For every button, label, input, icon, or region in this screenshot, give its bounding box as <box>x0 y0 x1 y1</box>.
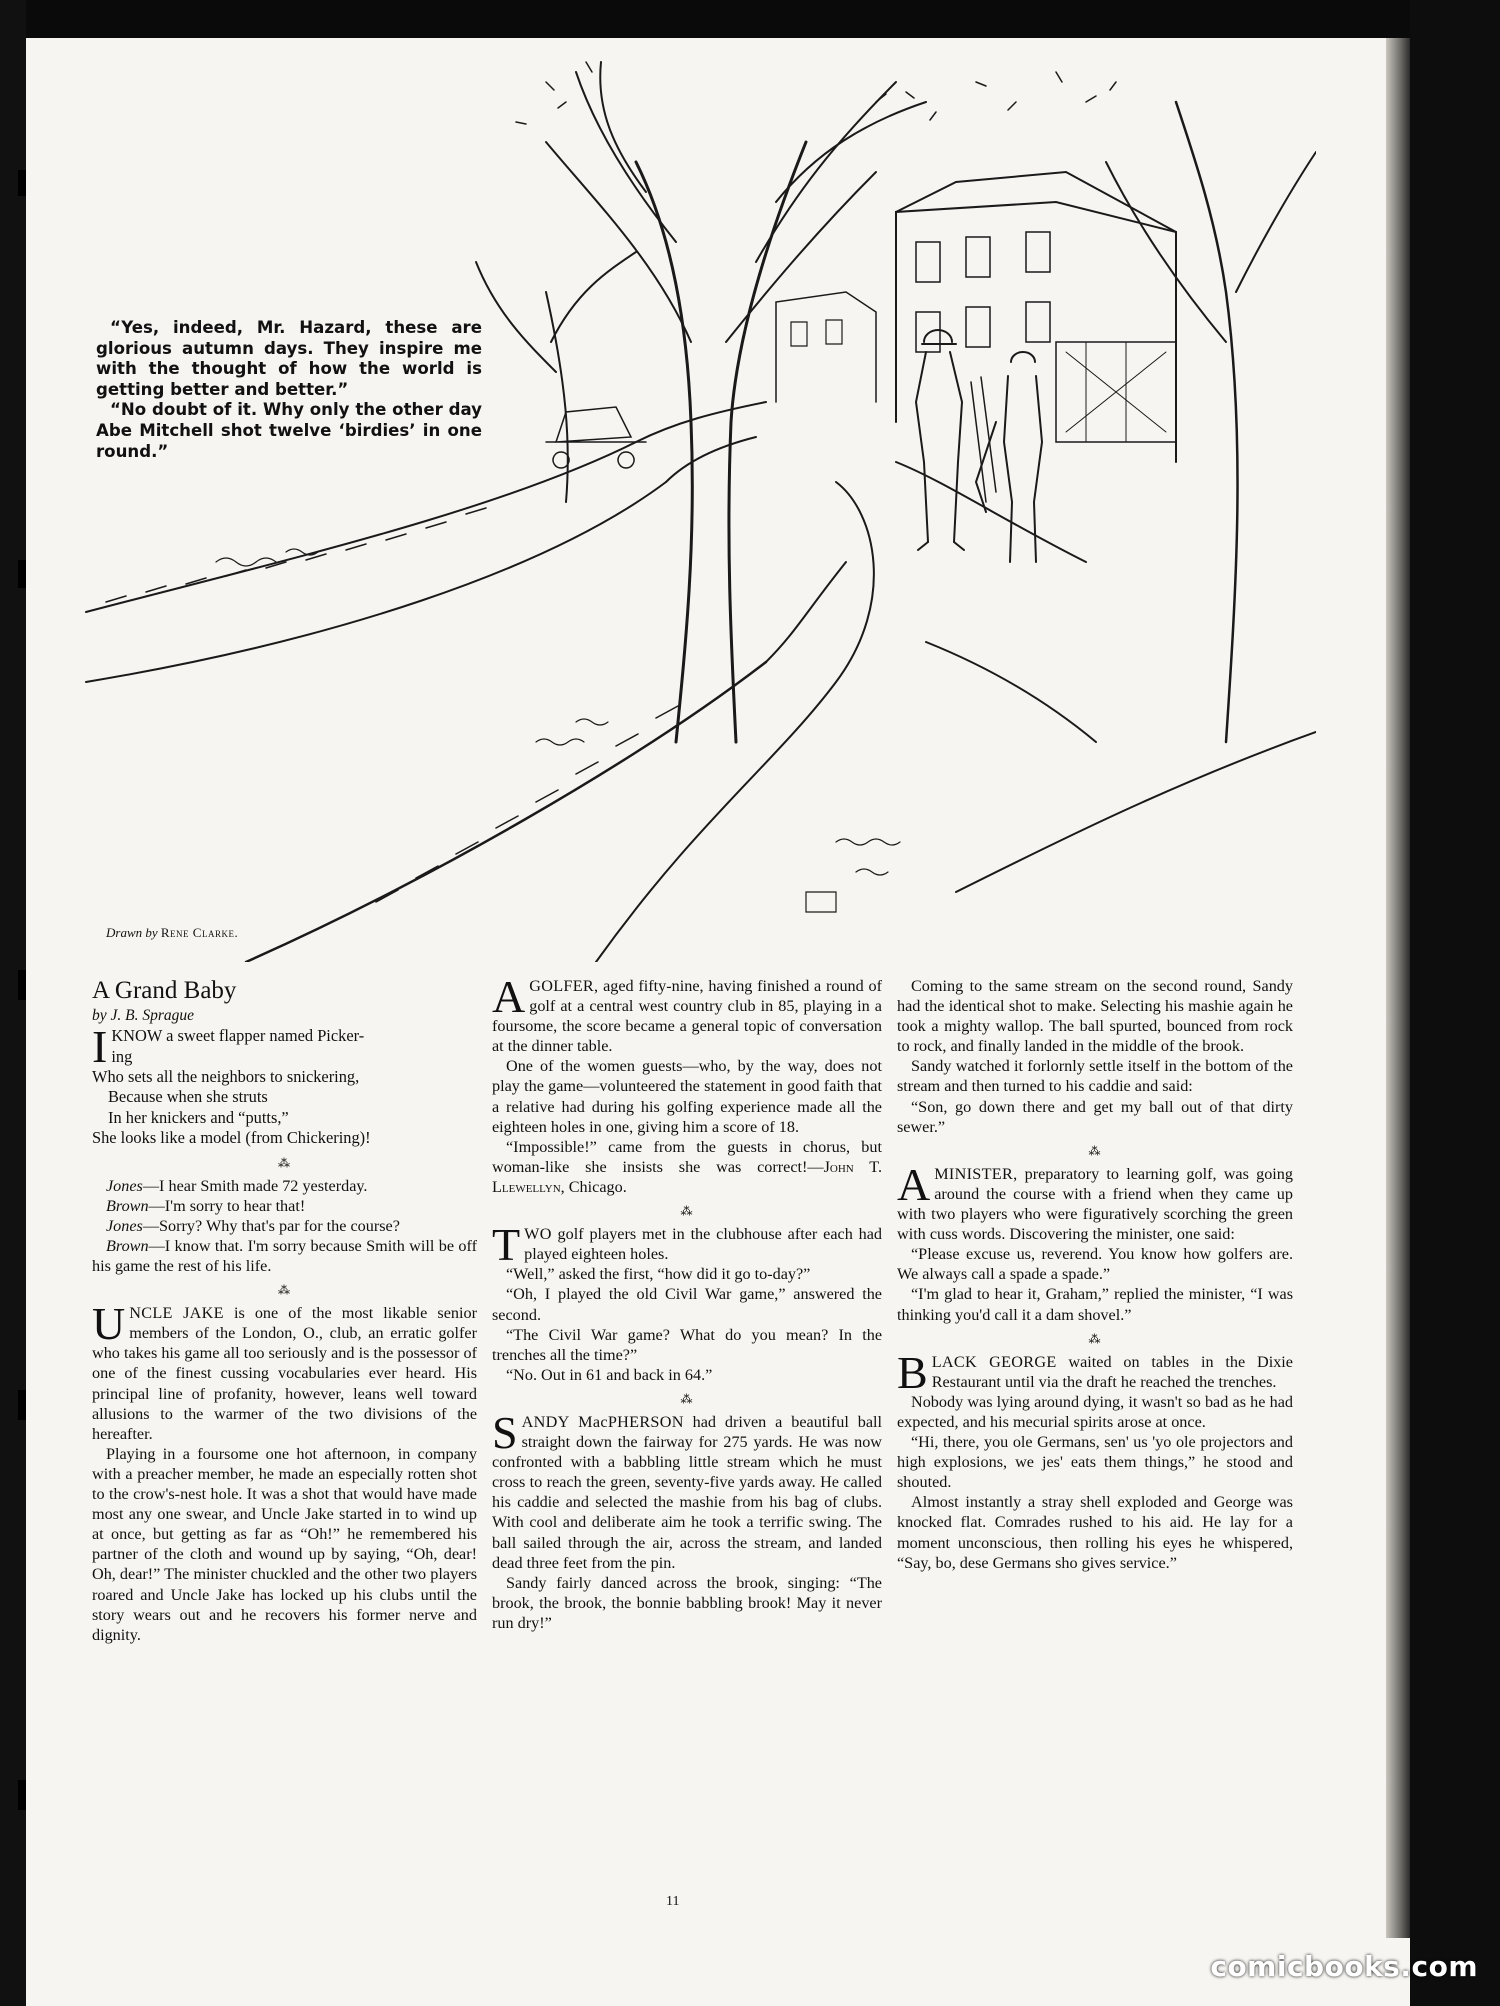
text-column-2 <box>492 971 883 1633</box>
drop-cap: B <box>897 1346 928 1398</box>
section-ornament: ⁂ <box>680 1204 694 1219</box>
spine-tick <box>18 1390 26 1420</box>
section-ornament: ⁂ <box>1088 1331 1102 1346</box>
speaker: Jones <box>106 1176 143 1195</box>
drop-cap: T <box>492 1219 521 1271</box>
paragraph-text: golf players met in the clubhouse after each had played eighteen holes. <box>524 1225 882 1264</box>
paragraph: Sandy fairly danced across the brook, singing: “The brook, the brook, the bonnie babbling brook! May it never run dry!” <box>492 1573 882 1632</box>
dialogue-text: —I hear Smith made 72 yesterday. <box>142 1176 368 1195</box>
paragraph <box>92 1298 477 1444</box>
section-ornament: ⁂ <box>680 1391 694 1406</box>
paragraph <box>897 1346 1293 1398</box>
paragraph: “Son, go down there and get my ball out of that dirty sewer.” <box>897 1097 1293 1136</box>
caption-line: “Yes, indeed, Mr. Hazard, these are glorious autumn days. They inspire me with the thought of how the world is getting better and better.” <box>96 318 482 399</box>
spine-tick <box>18 560 26 588</box>
spine-tick <box>18 970 26 1000</box>
paragraph: “Hi, there, you ole Germans, sen' us 'yo ole projectors and high explosions, we jes' eats them things,” he stood and shouted. <box>897 1433 1293 1492</box>
limerick <box>92 1021 477 1148</box>
lead-words: ANDY MacPHERSON <box>521 1412 684 1431</box>
paragraph <box>492 1219 882 1271</box>
artist-name: Rene Clarke. <box>160 925 239 940</box>
dialogue-text: —I know that. I'm sorry because Smith will be off his game the rest of his life. <box>92 1236 477 1275</box>
section-ornament: ⁂ <box>1088 1143 1102 1158</box>
paragraph <box>492 1406 883 1573</box>
dialogue-text: —I'm sorry to hear that! <box>148 1196 306 1215</box>
poem-line: She looks like a model (from Chickering)! <box>92 1128 371 1148</box>
drop-cap: A <box>492 971 526 1022</box>
dialogue-line <box>92 1196 477 1216</box>
lead-words: WO <box>524 1225 552 1244</box>
paragraph: Coming to the same stream on the second round, Sandy had the identical shot to make. Selecting his mashie again he took a mighty wallop. The ball spurted, bounced from rock to rock, and finally landed in the middle of the brook. <box>897 977 1293 1056</box>
poem-line: Because when she struts <box>108 1087 268 1107</box>
text-column-3 <box>897 976 1293 1573</box>
speaker: Brown <box>106 1196 149 1215</box>
paragraph: “Oh, I played the old Civil War game,” answered the second. <box>492 1285 882 1324</box>
byline: by J. B. Sprague <box>92 1007 195 1024</box>
lead-words: GOLFER, <box>529 977 599 995</box>
spine-tick <box>18 170 26 196</box>
poem-line: KNOW a sweet flapper named Picker- <box>111 1026 365 1046</box>
illustration-caption <box>96 318 482 462</box>
paragraph-text: had driven a beautiful ball straight down the fairway for 275 yards. He was now confronted with a babbling little stream which he must cross to reach the green, seventy-five yards away. He called his caddie and selected the mashie from his bag of clubs. With cool and deliberate aim he took a terrific swing. The ball sailed through the air, across the stream, and landed dead three feet from the pin. <box>492 1412 883 1572</box>
paragraph: “No. Out in 61 and back in 64.” <box>506 1365 713 1384</box>
paragraph-text: is one of the most likable senior members of the London, O., club, an erratic golfer who takes his game all too seriously and is the possessor of one of the finest cussing vocabularies ever heard. His principal line of profanity, however, leans well toward allusions to the warmer of the two divisions of the hereafter. <box>92 1304 477 1443</box>
dialogue-text: —Sorry? Why that's par for the course? <box>142 1216 400 1235</box>
book-spine <box>0 0 26 2006</box>
lead-words: NCLE JAKE <box>129 1304 224 1323</box>
paragraph <box>492 1137 882 1197</box>
drop-cap: A <box>897 1158 931 1210</box>
paragraph <box>897 1158 1293 1244</box>
page-number: 11 <box>666 1894 680 1909</box>
section-ornament: ⁂ <box>278 1155 291 1170</box>
site-watermark: comicbooks.com <box>1210 1950 1478 1983</box>
drop-cap: I <box>92 1021 108 1073</box>
page-fore-edge <box>1386 38 1410 1938</box>
paragraph: Playing in a foursome one hot afternoon, in company with a preacher member, he made an especially rotten shot to the crow's-nest hole. It was a shot that would have made most any one swear, and Uncle Jake started in to wind up at once, but getting as far as “Oh!” he remembered his partner of the cloth and wound up by saying, “Oh, dear! Oh, dear!” The minister chuckled and the other two players roared and Uncle Jake has locked up his clubs until the story wears out and he recovers his former nerve and dignity. <box>92 1444 477 1644</box>
paragraph-text: preparatory to learning golf, was going around the course with a friend when they came up with two players who were figuratively scorching the green with cuss words. Discovering the minister, one said: <box>897 1164 1293 1244</box>
golf-street-illustration <box>76 42 1316 962</box>
artist-credit <box>106 925 238 941</box>
speaker: Brown <box>106 1236 149 1255</box>
section-ornament: ⁂ <box>278 1283 291 1298</box>
lead-words: LACK GEORGE <box>931 1352 1057 1371</box>
author-city: , Chicago. <box>560 1177 627 1196</box>
artist-prefix: Drawn by <box>106 925 158 940</box>
lead-words: MINISTER, <box>934 1164 1018 1183</box>
poem-line: Who sets all the neighbors to snickering, <box>92 1066 360 1086</box>
caption-line: “No doubt of it. Why only the other day Abe Mitchell shot twelve ‘birdies’ in one round.” <box>96 400 482 461</box>
paragraph: “Please excuse us, reverend. You know how golfers are. We always call a spade a spade.” <box>897 1245 1293 1284</box>
poem-line: ing <box>111 1046 133 1066</box>
story-title: A Grand Baby <box>92 977 237 1004</box>
spine-tick <box>18 1780 26 1810</box>
dialogue-line <box>92 1236 477 1276</box>
page-edge-dark <box>1410 0 1500 2006</box>
poem-line: In her knickers and “putts,” <box>108 1107 289 1127</box>
speaker: Jones <box>106 1216 143 1235</box>
paragraph: Sandy watched it forlornly settle itself in the bottom of the stream and then turned to his caddie and said: <box>897 1057 1293 1096</box>
paragraph: Almost instantly a stray shell exploded and George was knocked flat. Comrades rushed to his aid. He lay for a moment unconscious, then rolling his eyes he whispered, “Say, bo, dese Germans sho gives service.” <box>897 1493 1293 1572</box>
paragraph-text: “Impossible!” came from the guests in chorus, but woman-like she insists she was correct!— <box>492 1137 882 1176</box>
paragraph <box>492 971 882 1056</box>
dialogue-line <box>92 1176 477 1196</box>
paragraph: “Well,” asked the first, “how did it go to-day?” <box>506 1265 811 1284</box>
author-name: John T. Llewellyn <box>492 1157 882 1196</box>
drop-cap: S <box>492 1406 518 1458</box>
paragraph: “The Civil War game? What do you mean? In the trenches all the time?” <box>492 1325 882 1364</box>
paragraph-text: waited on tables in the Dixie Restaurant until via the draft he reached the trenches. <box>931 1352 1293 1391</box>
paragraph: Nobody was lying around dying, it wasn't so bad as he had expected, and his mecurial spirits arose at once. <box>897 1392 1293 1431</box>
paragraph: “I'm glad to hear it, Graham,” replied the minister, “I was thinking you'd call it a dam shovel.” <box>897 1285 1293 1324</box>
dialogue-line <box>92 1216 477 1236</box>
drop-cap: U <box>92 1298 126 1350</box>
paragraph: One of the women guests—who, by the way, does not play the game—volunteered the statement in good faith that a relative had during his golfing experience made all the eighteen holes in one, giving him a score of 18. <box>492 1057 882 1136</box>
paragraph-text: aged fifty-nine, having finished a round of golf at a central west country club in 85, playing in a foursome, the score became a general topic of conversation at the dinner table. <box>492 977 882 1056</box>
text-column-1 <box>92 976 477 1645</box>
